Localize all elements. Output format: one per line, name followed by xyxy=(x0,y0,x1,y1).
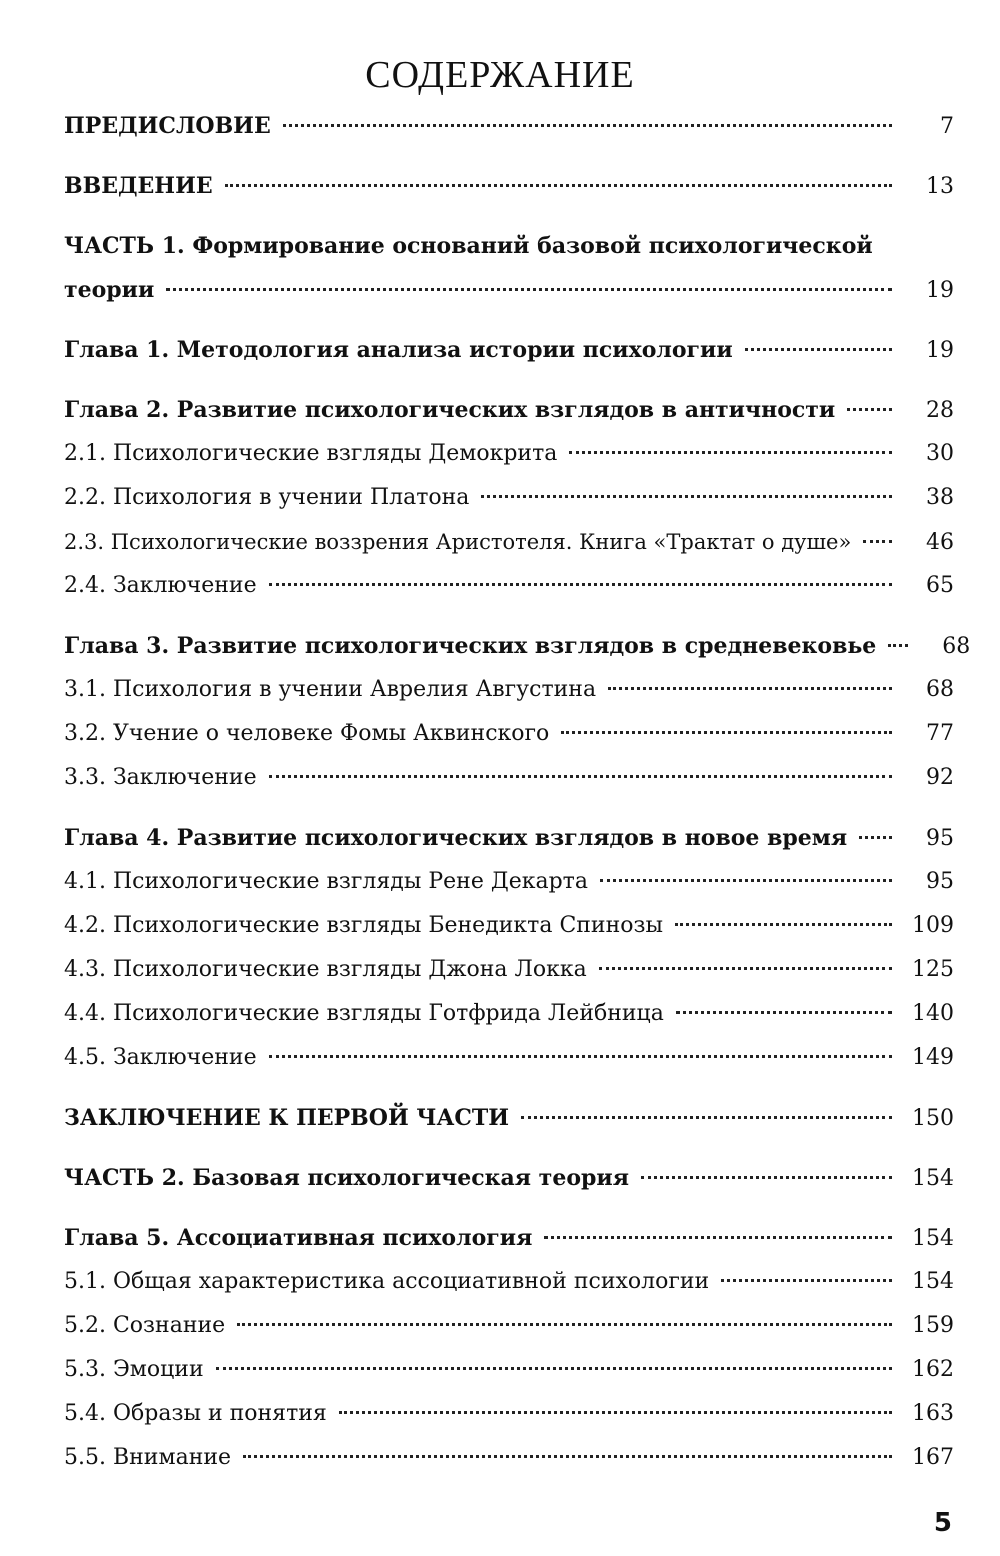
toc-entry-section-2-4 xyxy=(64,572,954,616)
toc-entry-chapter-1 xyxy=(64,336,954,380)
dot-leader xyxy=(243,1455,892,1458)
dot-leader xyxy=(166,288,892,291)
toc-page-number: 19 xyxy=(926,278,954,303)
toc-entry-conclusion-part1 xyxy=(64,1104,954,1148)
table-of-contents xyxy=(64,112,971,1488)
toc-entry-section-2-1 xyxy=(64,440,954,484)
toc-page-number: 30 xyxy=(926,441,954,466)
dot-leader xyxy=(339,1411,892,1414)
toc-entry-section-5-1 xyxy=(64,1268,954,1312)
toc-entry-label-continued: теории xyxy=(64,277,155,303)
dot-leader xyxy=(521,1116,892,1119)
toc-entry-label: Глава 1. Методология анализа истории психологии xyxy=(64,337,733,363)
dot-leader xyxy=(600,879,892,882)
toc-page-number: 159 xyxy=(912,1313,954,1338)
dot-leader xyxy=(599,967,892,970)
toc-entry-part2 xyxy=(64,1164,954,1208)
toc-page-number: 154 xyxy=(912,1226,954,1251)
toc-entry-section-4-2 xyxy=(64,912,954,956)
toc-page-number: 149 xyxy=(912,1045,954,1070)
toc-page-number: 150 xyxy=(912,1106,954,1131)
toc-entry-section-4-5 xyxy=(64,1044,954,1088)
toc-entry-section-2-2 xyxy=(64,484,954,528)
toc-page-number: 162 xyxy=(912,1357,954,1382)
toc-entry-label: ЧАСТЬ 2. Базовая психологическая теория xyxy=(64,1165,629,1191)
dot-leader xyxy=(608,687,892,690)
page-title: СОДЕРЖАНИЕ xyxy=(365,54,635,97)
dot-leader xyxy=(283,124,892,127)
toc-entry-label: 4.3. Психологические взгляды Джона Локка xyxy=(64,957,587,982)
toc-page-number: 92 xyxy=(926,765,954,790)
toc-page-number: 167 xyxy=(912,1445,954,1470)
dot-leader xyxy=(269,583,892,586)
dot-leader xyxy=(561,731,892,734)
toc-entry-chapter-5 xyxy=(64,1224,954,1268)
toc-entry-section-2-3 xyxy=(64,528,954,572)
toc-entry-label: 4.5. Заключение xyxy=(64,1045,257,1070)
toc-entry-section-4-1 xyxy=(64,868,954,912)
dot-leader xyxy=(237,1323,892,1326)
toc-entry-section-4-3 xyxy=(64,956,954,1000)
dot-leader xyxy=(675,923,892,926)
toc-entry-label: 3.2. Учение о человеке Фомы Аквинского xyxy=(64,721,550,746)
toc-page-number: 19 xyxy=(926,338,954,363)
toc-entry-label: Глава 4. Развитие психологических взглядов в новое время xyxy=(64,825,848,851)
dot-leader xyxy=(847,408,892,411)
toc-page-number: 95 xyxy=(926,869,954,894)
toc-page-number: 68 xyxy=(926,677,954,702)
toc-entry-preface xyxy=(64,112,954,156)
dot-leader xyxy=(544,1236,892,1239)
toc-entry-label: Глава 3. Развитие психологических взглядов в средневековье xyxy=(64,633,877,659)
dot-leader xyxy=(269,775,892,778)
toc-page-number: 154 xyxy=(912,1166,954,1191)
toc-page-number: 140 xyxy=(912,1001,954,1026)
dot-leader xyxy=(225,184,892,187)
dot-leader xyxy=(888,644,908,647)
folio-page-number: 5 xyxy=(933,1508,952,1538)
dot-leader xyxy=(676,1011,892,1014)
toc-entry-section-3-1 xyxy=(64,676,954,720)
toc-entry-label: 5.3. Эмоции xyxy=(64,1357,204,1382)
dot-leader xyxy=(859,836,892,839)
toc-entry-label: 5.2. Сознание xyxy=(64,1313,226,1338)
toc-entry-label: ЧАСТЬ 1. Формирование оснований базовой психологической xyxy=(64,233,873,259)
toc-entry-label: 2.3. Психологические воззрения Аристотеля. Книга «Трактат о душе» xyxy=(64,530,852,554)
toc-entry-chapter-3 xyxy=(64,632,971,676)
toc-page-number: 154 xyxy=(912,1269,954,1294)
toc-entry-intro xyxy=(64,172,954,216)
toc-entry-label: 4.2. Психологические взгляды Бенедикта Спинозы xyxy=(64,913,664,938)
toc-entry-label: ПРЕДИСЛОВИЕ xyxy=(64,113,271,139)
toc-page-number: 125 xyxy=(912,957,954,982)
toc-entry-section-3-2 xyxy=(64,720,954,764)
toc-page-number: 77 xyxy=(926,721,954,746)
dot-leader xyxy=(269,1055,892,1058)
dot-leader xyxy=(641,1176,892,1179)
toc-entry-section-5-4 xyxy=(64,1400,954,1444)
toc-page-number: 13 xyxy=(926,174,954,199)
toc-entry-label: Глава 5. Ассоциативная психология xyxy=(64,1225,533,1251)
dot-leader xyxy=(721,1279,892,1282)
toc-entry-label: ВВЕДЕНИЕ xyxy=(64,173,213,199)
toc-entry-section-5-2 xyxy=(64,1312,954,1356)
toc-entry-label: 2.2. Психология в учении Платона xyxy=(64,485,470,510)
toc-entry-label: 4.1. Психологические взгляды Рене Декарта xyxy=(64,869,588,894)
toc-page-number: 65 xyxy=(926,573,954,598)
toc-page-number: 7 xyxy=(940,114,954,139)
toc-entry-label: ЗАКЛЮЧЕНИЕ К ПЕРВОЙ ЧАСТИ xyxy=(64,1105,510,1131)
toc-entry-label: 5.4. Образы и понятия xyxy=(64,1401,327,1426)
dot-leader xyxy=(481,495,892,498)
toc-page-number: 109 xyxy=(912,913,954,938)
toc-entry-chapter-2 xyxy=(64,396,954,440)
dot-leader xyxy=(216,1367,892,1370)
dot-leader xyxy=(863,540,892,543)
toc-entry-section-3-3 xyxy=(64,764,954,808)
toc-entry-section-4-4 xyxy=(64,1000,954,1044)
toc-page-number: 46 xyxy=(926,530,954,555)
toc-entry-label: Глава 2. Развитие психологических взглядов в античности xyxy=(64,397,836,423)
dot-leader xyxy=(569,451,892,454)
toc-entry-label: 5.5. Внимание xyxy=(64,1445,232,1470)
toc-page-number: 38 xyxy=(926,485,954,510)
toc-entry-label: 2.1. Психологические взгляды Демокрита xyxy=(64,441,558,466)
toc-page-number: 95 xyxy=(926,826,954,851)
toc-entry-part1 xyxy=(64,232,954,320)
toc-page-number: 68 xyxy=(942,634,971,659)
toc-entry-label: 2.4. Заключение xyxy=(64,573,257,598)
toc-page-number: 163 xyxy=(912,1401,954,1426)
toc-entry-label: 5.1. Общая характеристика ассоциативной психологии xyxy=(64,1269,710,1294)
toc-entry-section-5-5 xyxy=(64,1444,954,1488)
dot-leader xyxy=(745,348,892,351)
toc-entry-chapter-4 xyxy=(64,824,954,868)
toc-entry-label: 3.3. Заключение xyxy=(64,765,257,790)
toc-entry-label: 3.1. Психология в учении Аврелия Августина xyxy=(64,677,597,702)
toc-entry-section-5-3 xyxy=(64,1356,954,1400)
toc-entry-label: 4.4. Психологические взгляды Готфрида Лейбница xyxy=(64,1001,664,1026)
toc-page-number: 28 xyxy=(926,398,954,423)
